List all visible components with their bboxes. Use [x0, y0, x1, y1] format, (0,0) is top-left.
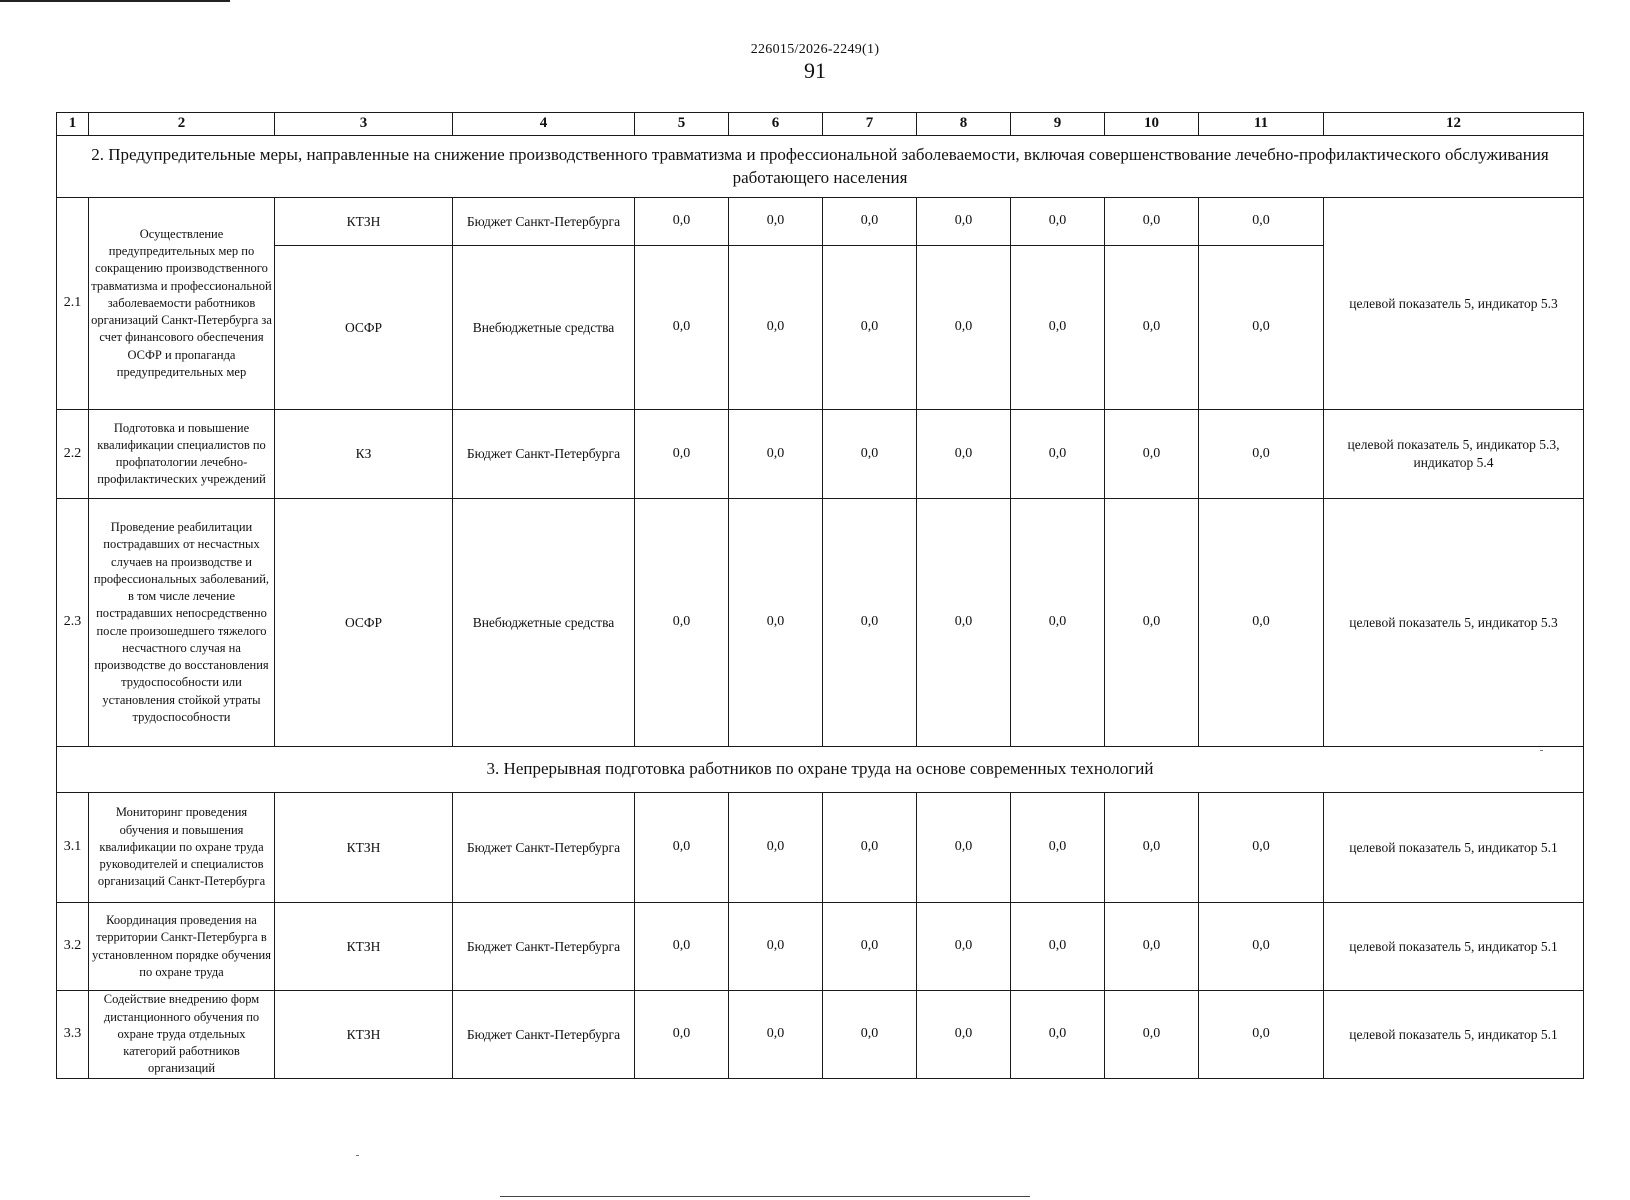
value-cell: 0,0	[1199, 793, 1324, 903]
value-cell: 0,0	[917, 410, 1011, 499]
value-cell: 0,0	[917, 499, 1011, 747]
value-cell: 0,0	[823, 793, 917, 903]
value-cell: 0,0	[729, 246, 823, 410]
col-header: 10	[1105, 113, 1199, 136]
value-cell: 0,0	[729, 499, 823, 747]
top-rule	[0, 0, 230, 2]
col-header: 4	[453, 113, 635, 136]
section-row	[57, 747, 1584, 793]
funding-source-cell: Бюджет Санкт-Петербурга	[453, 903, 635, 991]
value-cell: 0,0	[1199, 246, 1324, 410]
header-row	[57, 113, 1584, 136]
row-number: 3.3	[57, 991, 89, 1079]
indicator-cell: целевой показатель 5, индикатор 5.1	[1324, 903, 1584, 991]
col-header: 2	[89, 113, 275, 136]
row-number: 2.1	[57, 198, 89, 410]
value-cell: 0,0	[1199, 410, 1324, 499]
value-cell: 0,0	[635, 410, 729, 499]
executor-cell: КЗ	[275, 410, 453, 499]
col-header: 5	[635, 113, 729, 136]
executor-cell: КТЗН	[275, 991, 453, 1079]
value-cell: 0,0	[823, 410, 917, 499]
indicator-cell: целевой показатель 5, индикатор 5.3	[1324, 499, 1584, 747]
executor-cell: ОСФР	[275, 499, 453, 747]
value-cell: 0,0	[635, 991, 729, 1079]
value-cell: 0,0	[729, 198, 823, 246]
page-number: 91	[804, 58, 826, 83]
col-header: 12	[1324, 113, 1584, 136]
funding-source-cell: Бюджет Санкт-Петербурга	[453, 198, 635, 246]
measure-description: Координация проведения на территории Санкт-Петербурга в установленном порядке обучения по охране труда	[89, 903, 275, 991]
value-cell: 0,0	[729, 903, 823, 991]
value-cell: 0,0	[917, 198, 1011, 246]
value-cell: 0,0	[1199, 991, 1324, 1079]
indicator-cell: целевой показатель 5, индикатор 5.1	[1324, 793, 1584, 903]
section-heading: 2. Предупредительные меры, направленные на снижение производственного травматизма и профессиональной заболеваемости, включая совершенствование лечебно-профилактического обслуживания работающего населения	[57, 136, 1584, 198]
value-cell: 0,0	[1011, 499, 1105, 747]
value-cell: 0,0	[823, 991, 917, 1079]
value-cell: 0,0	[1105, 903, 1199, 991]
indicator-cell: целевой показатель 5, индикатор 5.3, индикатор 5.4	[1324, 410, 1584, 499]
value-cell: 0,0	[1105, 246, 1199, 410]
section-heading: 3. Непрерывная подготовка работников по охране труда на основе современных технологий	[57, 747, 1584, 793]
row-number: 3.2	[57, 903, 89, 991]
measure-description: Проведение реабилитации пострадавших от несчастных случаев на производстве и профессиональных заболеваний, в том числе лечение пострадавших непосредственно после произошедшего тяжелого несчастного случая на производстве до восстановления трудоспособности или установления стойкой утраты трудоспособности	[89, 499, 275, 747]
executor-cell: КТЗН	[275, 903, 453, 991]
value-cell: 0,0	[917, 246, 1011, 410]
value-cell: 0,0	[1199, 903, 1324, 991]
col-header: 7	[823, 113, 917, 136]
funding-source-cell: Бюджет Санкт-Петербурга	[453, 991, 635, 1079]
table-row	[57, 198, 1584, 246]
executor-cell: КТЗН	[275, 198, 453, 246]
value-cell: 0,0	[635, 246, 729, 410]
table-row	[57, 903, 1584, 991]
table-row	[57, 793, 1584, 903]
bottom-rule	[500, 1196, 1030, 1197]
value-cell: 0,0	[1105, 410, 1199, 499]
value-cell: 0,0	[1105, 499, 1199, 747]
value-cell: 0,0	[1199, 499, 1324, 747]
value-cell: 0,0	[635, 903, 729, 991]
funding-source-cell: Внебюджетные средства	[453, 499, 635, 747]
indicator-cell: целевой показатель 5, индикатор 5.3	[1324, 198, 1584, 410]
funding-source-cell: Бюджет Санкт-Петербурга	[453, 410, 635, 499]
program-table	[56, 112, 1584, 1079]
value-cell: 0,0	[1105, 991, 1199, 1079]
indicator-cell: целевой показатель 5, индикатор 5.1	[1324, 991, 1584, 1079]
value-cell: 0,0	[1199, 198, 1324, 246]
table-row	[57, 499, 1584, 747]
value-cell: 0,0	[1011, 198, 1105, 246]
measure-description: Содействие внедрению форм дистанционного обучения по охране труда отдельных категорий работников организаций	[89, 991, 275, 1079]
value-cell: 0,0	[823, 246, 917, 410]
col-header: 1	[57, 113, 89, 136]
value-cell: 0,0	[635, 198, 729, 246]
value-cell: 0,0	[917, 793, 1011, 903]
value-cell: 0,0	[917, 991, 1011, 1079]
value-cell: 0,0	[1011, 793, 1105, 903]
value-cell: 0,0	[729, 793, 823, 903]
value-cell: 0,0	[823, 499, 917, 747]
scan-speck	[356, 1155, 359, 1156]
row-number: 2.2	[57, 410, 89, 499]
col-header: 3	[275, 113, 453, 136]
value-cell: 0,0	[1011, 246, 1105, 410]
value-cell: 0,0	[635, 499, 729, 747]
value-cell: 0,0	[1011, 903, 1105, 991]
row-number: 3.1	[57, 793, 89, 903]
executor-cell: КТЗН	[275, 793, 453, 903]
document-id: 226015/2026-2249(1)	[750, 42, 880, 57]
value-cell: 0,0	[917, 903, 1011, 991]
measure-description: Осуществление предупредительных мер по сокращению производственного травматизма и профессиональной заболеваемости работников организаций Санкт-Петербурга за счет финансового обеспечения ОСФР и пропаганда предупредительных мер	[89, 198, 275, 410]
col-header: 9	[1011, 113, 1105, 136]
scan-speck	[1540, 750, 1543, 751]
section-row	[57, 136, 1584, 198]
value-cell: 0,0	[635, 793, 729, 903]
col-header: 11	[1199, 113, 1324, 136]
funding-source-cell: Внебюджетные средства	[453, 246, 635, 410]
funding-source-cell: Бюджет Санкт-Петербурга	[453, 793, 635, 903]
value-cell: 0,0	[729, 410, 823, 499]
value-cell: 0,0	[1105, 198, 1199, 246]
col-header: 8	[917, 113, 1011, 136]
table-row	[57, 991, 1584, 1079]
value-cell: 0,0	[823, 903, 917, 991]
measure-description: Подготовка и повышение квалификации специалистов по профпатологии лечебно-профилактических учреждений	[89, 410, 275, 499]
value-cell: 0,0	[823, 198, 917, 246]
value-cell: 0,0	[729, 991, 823, 1079]
col-header: 6	[729, 113, 823, 136]
executor-cell: ОСФР	[275, 246, 453, 410]
table-row	[57, 410, 1584, 499]
value-cell: 0,0	[1105, 793, 1199, 903]
value-cell: 0,0	[1011, 410, 1105, 499]
value-cell: 0,0	[1011, 991, 1105, 1079]
row-number: 2.3	[57, 499, 89, 747]
measure-description: Мониторинг проведения обучения и повышения квалификации по охране труда руководителей и специалистов организаций Санкт-Петербурга	[89, 793, 275, 903]
